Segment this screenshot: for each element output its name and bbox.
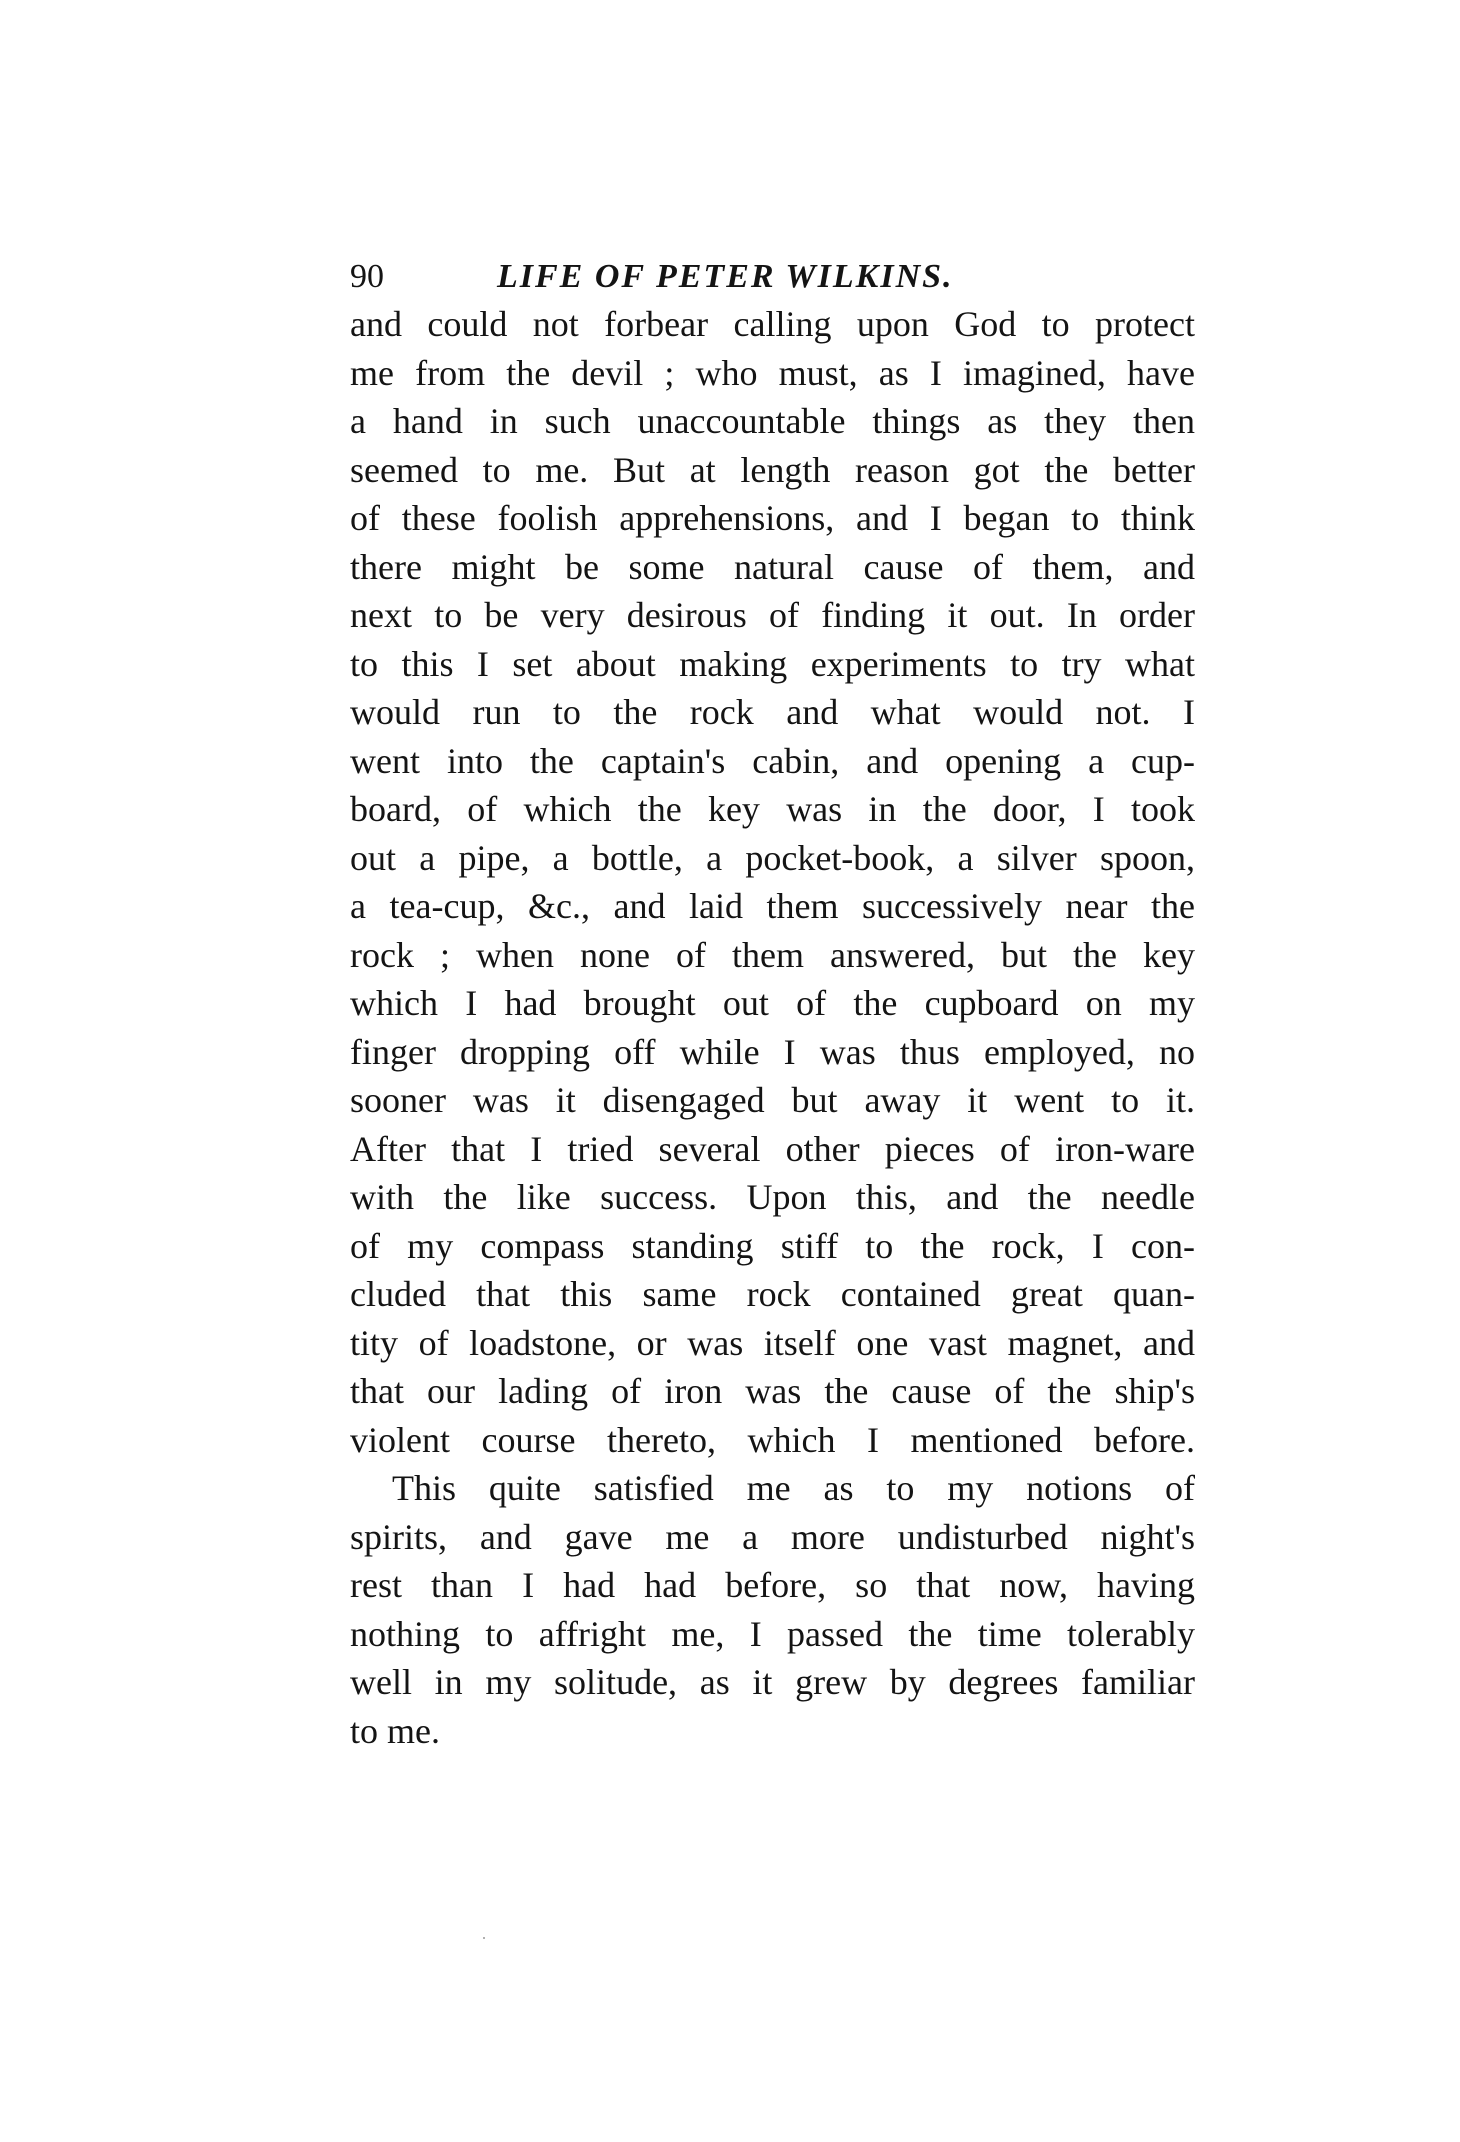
text-line: a hand in such unaccountable things as they then <box>350 401 1195 441</box>
text-line: a tea-cup, &c., and laid them successively near the <box>350 886 1195 926</box>
text-line: After that I tried several other pieces of iron-ware <box>350 1128 1195 1169</box>
body-text <box>350 300 1195 1755</box>
text-line: cluded that this same rock contained great quan- <box>350 1274 1195 1314</box>
page-number: 90 <box>350 258 384 295</box>
text-line: me from the devil ; who must, as I imagined, have <box>350 352 1195 393</box>
text-line: next to be very desirous of finding it out. In order <box>350 595 1195 635</box>
text-line: went into the captain's cabin, and opening a cup- <box>350 740 1195 781</box>
text-line: violent course thereto, which I mentioned before. <box>350 1419 1195 1460</box>
text-line: well in my solitude, as it grew by degrees familiar <box>350 1662 1195 1702</box>
text-line: would run to the rock and what would not. I <box>350 692 1195 732</box>
paragraph-1 <box>350 300 1195 1464</box>
text-line: which I had brought out of the cupboard on my <box>350 983 1195 1023</box>
text-line: rest than I had had before, so that now, having <box>350 1565 1195 1605</box>
text-line: of my compass standing stiff to the rock, I con- <box>350 1225 1195 1266</box>
paper-speck <box>483 1937 485 1939</box>
text-line: to this I set about making experiments to try what <box>350 643 1195 684</box>
paragraph-2 <box>350 1464 1195 1755</box>
text-line: board, of which the key was in the door, I took <box>350 789 1195 829</box>
text-line: out a pipe, a bottle, a pocket-book, a silver spoon, <box>350 837 1195 878</box>
running-title: LIFE OF PETER WILKINS. <box>497 258 954 295</box>
text-line: spirits, and gave me a more undisturbed night's <box>350 1516 1195 1557</box>
text-line: nothing to affright me, I passed the time tolerably <box>350 1613 1195 1654</box>
text-line: of these foolish apprehensions, and I began to think <box>350 498 1195 538</box>
text-line: to me. <box>350 1710 440 1751</box>
text-line: and could not forbear calling upon God to protect <box>350 304 1195 344</box>
text-line: This quite satisfied me as to my notions of <box>392 1468 1195 1508</box>
text-line: finger dropping off while I was thus employed, no <box>350 1031 1195 1072</box>
running-head <box>350 252 1195 302</box>
text-line: rock ; when none of them answered, but the key <box>350 934 1195 975</box>
text-line: sooner was it disengaged but away it went to it. <box>350 1080 1195 1120</box>
text-line: there might be some natural cause of them, and <box>350 546 1195 587</box>
text-line: with the like success. Upon this, and the needle <box>350 1177 1195 1217</box>
text-line: that our lading of iron was the cause of the ship's <box>350 1371 1195 1411</box>
text-line: tity of loadstone, or was itself one vast magnet, and <box>350 1322 1195 1363</box>
text-line: seemed to me. But at length reason got the better <box>350 449 1195 490</box>
